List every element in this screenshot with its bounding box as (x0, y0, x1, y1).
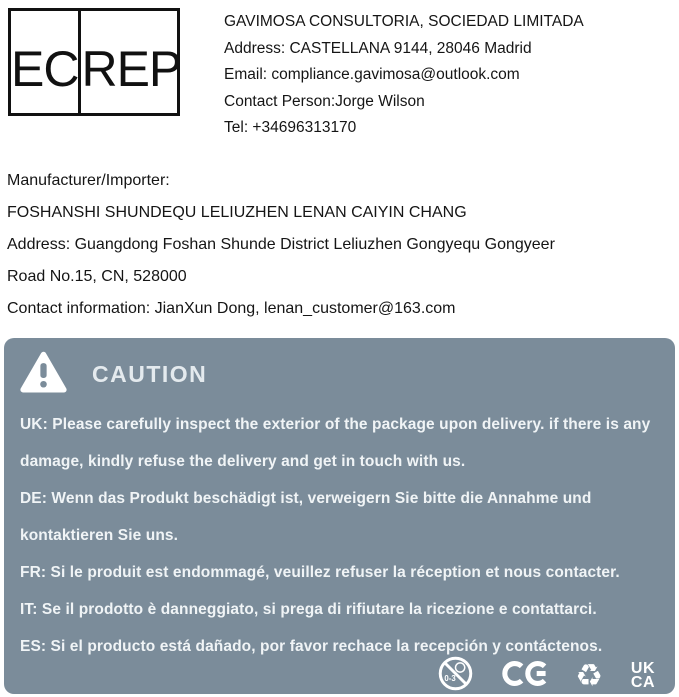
caution-warning-lines (20, 406, 661, 665)
recycle-icon: ♻ (575, 657, 603, 694)
caution-line-it: IT: Se il prodotto è danneggiato, si prega di rifiutare la ricezione e contattarci. (20, 600, 597, 618)
representative-section (0, 0, 679, 142)
ce-mark-icon (502, 658, 547, 694)
caution-line-de-1: DE: Wenn das Produkt beschädigt ist, verweigern Sie bitte die Annahme und (20, 489, 592, 507)
warning-triangle-icon (20, 351, 67, 399)
ukca-mark-icon (631, 662, 655, 689)
manufacturer-contact: Contact information: JianXun Dong, lenan_customer@163.com (7, 299, 456, 317)
caution-line-de-2: kontaktieren Sie uns. (20, 526, 179, 544)
svg-text:0-3: 0-3 (444, 673, 456, 683)
manufacturer-address-line2: Road No.15, CN, 528000 (7, 267, 187, 285)
caution-card (4, 338, 675, 694)
representative-company: GAVIMOSA CONSULTORIA, SOCIEDAD LIMITADA (224, 13, 584, 30)
ukca-line1: UK (630, 660, 655, 678)
caution-line-fr: FR: Si le produit est endommagé, veuillez refuser la réception et nous contacter. (20, 563, 620, 581)
manufacturer-address-line1: Address: Guangdong Foshan Shunde District Leliuzhen Gongyequ Gongyeer (7, 235, 555, 253)
representative-info (224, 8, 584, 142)
ec-rep-symbol (8, 8, 180, 116)
representative-tel: Tel: +34696313170 (224, 119, 357, 137)
representative-address: Address: CASTELLANA 9144, 28046 Madrid (224, 39, 532, 57)
representative-email: Email: compliance.gavimosa@outlook.com (224, 66, 520, 84)
caution-line-uk-1: UK: Please carefully inspect the exterior of the package upon delivery. if there is any (20, 415, 651, 433)
caution-line-uk-2: damage, kindly refuse the delivery and get in touch with us. (20, 452, 466, 470)
manufacturer-section (7, 165, 679, 325)
caution-line-es: ES: Si el producto está dañado, por favor rechace la recepción y contáctenos. (20, 637, 603, 655)
ec-rep-left-cell: EC (11, 11, 81, 113)
age-warning-0-3-icon (437, 655, 474, 697)
caution-title: CAUTION (92, 361, 208, 388)
ec-rep-right-cell: REP (81, 41, 182, 97)
representative-contact-person: Contact Person:Jorge Wilson (224, 92, 425, 110)
caution-header (20, 351, 661, 399)
manufacturer-name: FOSHANSHI SHUNDEQU LELIUZHEN LENAN CAIYIN CHANG (7, 203, 467, 221)
manufacturer-heading: Manufacturer/Importer: (7, 171, 170, 189)
ukca-line2: CA (630, 673, 655, 691)
